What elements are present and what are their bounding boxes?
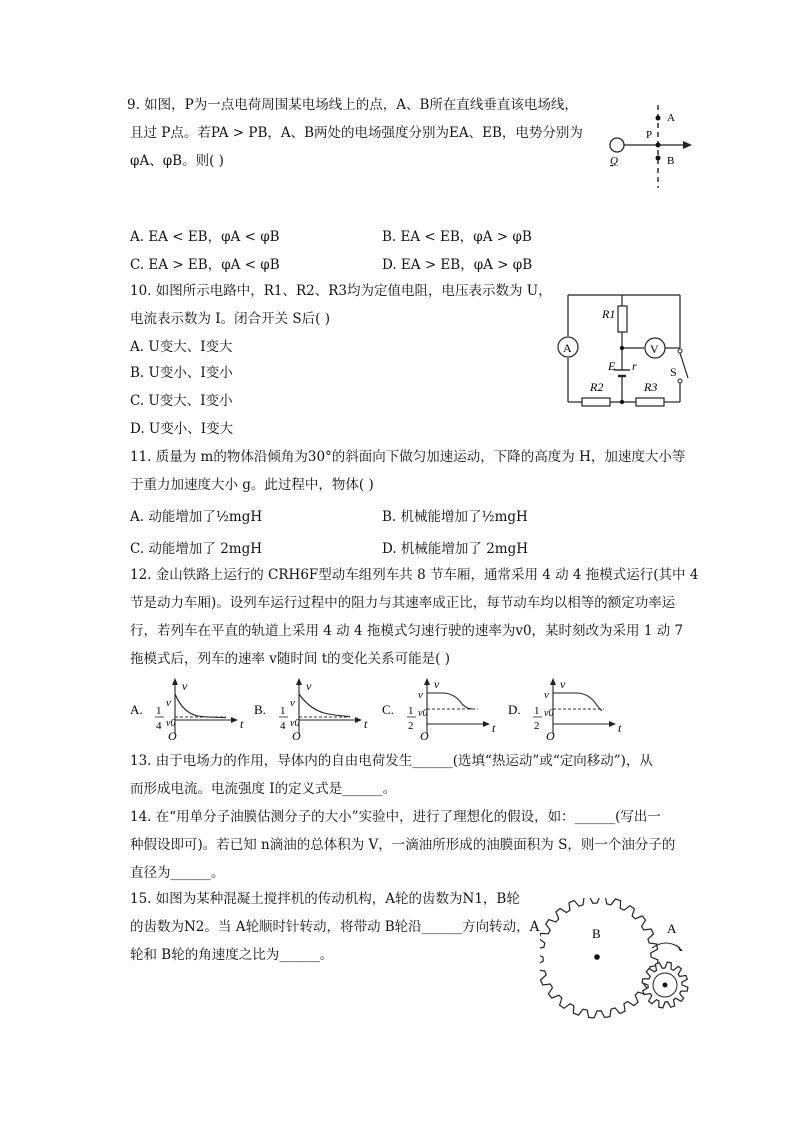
q10-switch-label: S [670,365,677,379]
q9-point-a-label: A [667,112,675,124]
q12-line-3: 行，若列车在平直的轨道上采用 4 动 4 拖模式匀速行驶的速率为v0，某时刻改为采用 1 动 7 [130,623,684,639]
q12-graph-d-v0-axis: v [544,689,549,701]
q14-line-3: 直径为______。 [130,865,225,881]
q9-charge-q-label: Q [610,155,618,167]
q15-gear-b-label: B [592,926,601,941]
q12-graph-a-v0-label: v0 [166,718,176,729]
q11-line-1: 11. 质量为 m的物体沿倾角为30°的斜面向下做匀加速运动，下降的高度为 H，加速度大小等 [130,449,686,465]
q10-line-2: 电流表示数为 I。闭合开关 S后( ) [130,311,330,327]
q12-graph-c-t-label: t [492,721,496,735]
q10-circuit-diagram [552,286,692,411]
q12-graph-d-v-label: v [560,677,566,691]
q11-line-2: 于重力加速度大小 g。此过程中，物体( ) [130,477,374,493]
q12-graph-d-label: D. [508,702,521,717]
q10-r3-label: R3 [644,380,658,394]
q12-graph-d-frac-den: 2 [534,720,540,732]
q9-line-1: 9. 如图，P为一点电荷周围某电场线上的点，A、B所在直线垂直该电场线， [127,97,578,113]
q13-line-2: 而形成电流。电流强度 I的定义式是______。 [130,781,397,797]
q14-line-2: 种假设即可)。若已知 n滴油的总体积为 V，一滴油所形成的油膜面积为 S，则一个油分子的 [130,837,676,853]
q11-option-d: D. 机械能增加了 2mgH [382,541,529,557]
q12-graph-a [128,676,252,742]
q14-line-1: 14. 在“用单分子油膜估测分子的大小”实验中，进行了理想化的假设，如：______(写出一 [130,809,661,825]
q12-graph-a-t-label: t [240,717,244,731]
q10-line-1: 10. 如图所示电路中，R1、R2、R3均为定值电阻，电压表示数为 U， [130,283,552,299]
q10-emf-label: E [608,359,616,373]
q12-graph-c-v-label: v [434,677,440,691]
q15-line-3: 轮和 B轮的角速度之比为______。 [130,947,334,963]
q10-option-d: D. U变小、I变大 [130,421,234,437]
q9-option-c: C. EA > EB，φA < φB [130,257,280,273]
q13-line-1: 13. 由于电场力的作用，导体内的自由电荷发生______(选填“热运动”或“定向移动”)，从 [130,753,653,769]
q12-graph-a-v0-axis: v [166,697,171,709]
q12-graph-c-origin: O [420,729,429,742]
q12-graph-c-label: C. [382,702,394,717]
q15-gear-a-label: A [667,921,677,936]
q9-option-d: D. EA > EB，φA > φB [382,257,533,273]
q10-option-c: C. U变大、I变小 [130,393,233,409]
q12-graph-a-origin: O [168,729,177,742]
q11-option-c: C. 动能增加了 2mgH [130,541,263,557]
q10-r2-label: R2 [590,380,604,394]
q9-point-p-label: P [646,129,653,141]
q12-graph-b-frac-num: 1 [280,705,286,717]
q10-option-a: A. U变大、I变大 [130,339,233,355]
q12-graph-d [506,676,630,742]
q12-graph-b-origin: O [292,729,301,742]
q12-graph-c-frac-den: 2 [408,720,414,732]
q12-graph-b-v0-label: v0 [290,718,300,729]
q9-option-a: A. EA < EB，φA < φB [130,229,280,245]
q10-option-b: B. U变小、I变小 [130,365,233,381]
q15-line-1: 15. 如图为某种混凝土搅拌机的传动机构，A轮的齿数为N1，B轮 [130,891,520,907]
q12-graph-a-frac-num: 1 [156,705,162,717]
q10-r1-label: R1 [602,307,616,321]
q11-option-b: B. 机械能增加了½mgH [382,509,528,525]
q12-graph-a-v-label: v [182,679,188,693]
q12-graph-d-t-label: t [618,721,622,735]
q9-point-b-label: B [667,155,675,167]
q12-graph-a-frac-den: 4 [156,720,162,732]
q12-line-1: 12. 金山铁路上运行的 CRH6F型动车组列车共 8 节车厢，通常采用 4 动 4 拖模式运行(其中 4 [130,567,699,583]
q9-option-b: B. EA < EB，φA > φB [382,229,532,245]
q12-graph-b-frac-den: 4 [280,720,286,732]
q12-graph-c-v0-axis: v [418,689,423,701]
q10-internal-r-label: r [632,359,637,373]
q12-graph-b [252,676,376,742]
q11-option-a: A. 动能增加了½mgH [130,509,263,525]
q9-line-2: 且过 P点。若PA > PB，A、B两处的电场强度分别为EA、EB，电势分别为 [130,125,583,141]
q12-line-2: 节是动力车厢)。设列车运行过程中的阻力与其速率成正比，每节动车均以相等的额定功率运 [130,595,676,611]
q12-line-4: 拖模式后，列车的速率 v随时间 t的变化关系可能是( ) [130,651,450,667]
q12-graph-d-frac-num: 1 [534,705,540,717]
q12-graph-b-v-label: v [306,679,312,693]
q15-line-2: 的齿数为N2。当 A轮顺时针转动，将带动 B轮沿______方向转动，A [130,919,540,935]
q15-gear-diagram [540,898,694,1022]
q10-voltmeter-label: V [650,342,659,356]
q12-graph-c-frac-num: 1 [408,705,414,717]
q12-graph-c [380,676,504,742]
q12-graph-b-t-label: t [364,717,368,731]
q12-graph-a-label: A. [130,702,143,717]
q12-graph-c-v0-label: v0 [418,708,428,719]
q12-graph-d-origin: O [546,729,555,742]
q9-figure-field-line [600,100,700,190]
q12-graph-b-label: B. [254,702,266,717]
q12-graph-b-v0-axis: v [290,697,295,709]
q9-line-3: φA、φB。则( ) [130,153,224,169]
q12-graph-d-v0-label: v0 [544,708,554,719]
q10-ammeter-label: A [563,341,572,355]
